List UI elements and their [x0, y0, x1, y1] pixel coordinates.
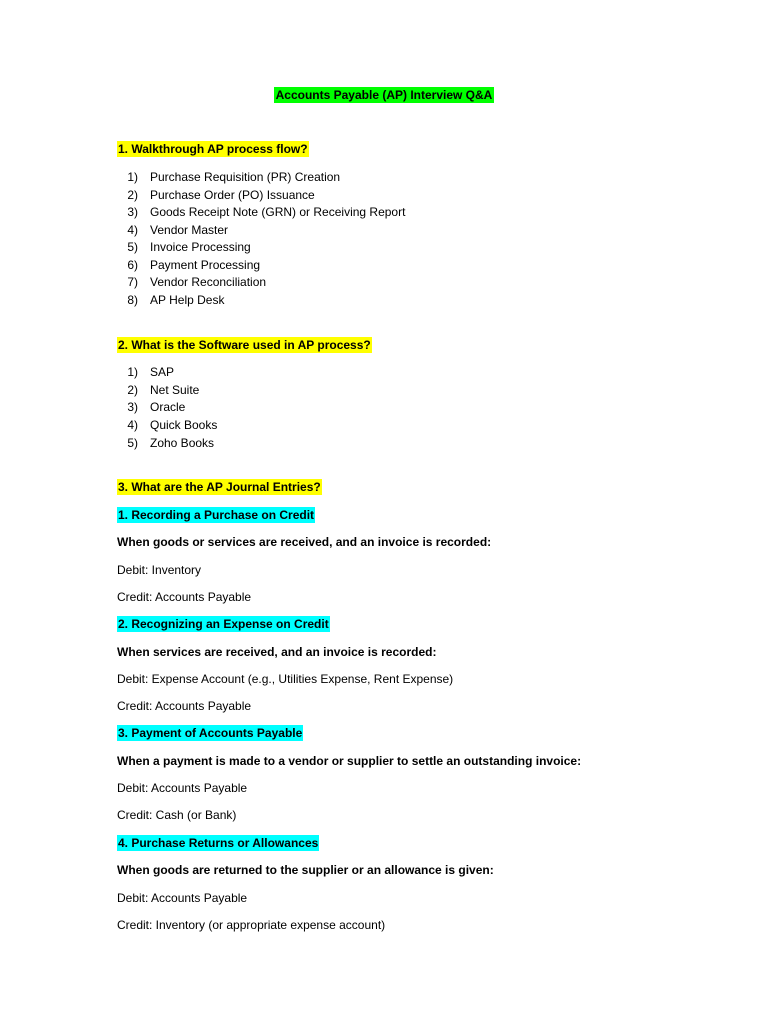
- document-title: [0, 87, 768, 104]
- entry-description: When services are received, and an invoice is recorded:: [117, 645, 437, 659]
- q1-heading: 1. Walkthrough AP process flow?: [118, 142, 308, 156]
- list-item: 5) Zoho Books: [127, 436, 215, 450]
- list-item: 7) Vendor Reconciliation: [127, 275, 267, 289]
- entry-debit: Debit: Inventory: [117, 563, 202, 577]
- list-item: 6) Payment Processing: [127, 258, 261, 272]
- entry-description: When goods are returned to the supplier or an allowance is given:: [117, 863, 494, 877]
- entry-subheading: 1. Recording a Purchase on Credit: [118, 508, 315, 522]
- list-item: 4) Vendor Master: [127, 223, 229, 237]
- q2-heading: 2. What is the Software used in AP process?: [118, 338, 371, 352]
- q3-heading: 3. What are the AP Journal Entries?: [118, 480, 321, 494]
- entry-subheading: 2. Recognizing an Expense on Credit: [118, 617, 329, 631]
- entry-credit: Credit: Accounts Payable: [117, 699, 252, 713]
- list-item: 5) Invoice Processing: [127, 240, 251, 254]
- list-item: 4) Quick Books: [127, 418, 218, 432]
- list-item: 8) AP Help Desk: [127, 293, 225, 307]
- entry-debit: Debit: Expense Account (e.g., Utilities Expense, Rent Expense): [117, 672, 454, 686]
- list-item: 3) Oracle: [127, 400, 186, 414]
- list-item: 2) Purchase Order (PO) Issuance: [127, 188, 315, 202]
- entry-credit: Credit: Inventory (or appropriate expense account): [117, 918, 386, 932]
- list-item: 1) Purchase Requisition (PR) Creation: [127, 170, 341, 184]
- list-item: 1) SAP: [127, 365, 175, 379]
- entry-subheading: 3. Payment of Accounts Payable: [118, 726, 303, 740]
- entry-debit: Debit: Accounts Payable: [117, 891, 248, 905]
- entry-subheading: 4. Purchase Returns or Allowances: [118, 836, 319, 850]
- entry-credit: Credit: Accounts Payable: [117, 590, 252, 604]
- entry-description: When goods or services are received, and an invoice is recorded:: [117, 535, 492, 549]
- entry-credit: Credit: Cash (or Bank): [117, 808, 237, 822]
- entry-debit: Debit: Accounts Payable: [117, 781, 248, 795]
- entry-description: When a payment is made to a vendor or supplier to settle an outstanding invoice:: [117, 754, 582, 768]
- title-text: Accounts Payable (AP) Interview Q&A: [275, 88, 493, 102]
- list-item: 2) Net Suite: [127, 383, 200, 397]
- list-item: 3) Goods Receipt Note (GRN) or Receiving Report: [127, 205, 406, 219]
